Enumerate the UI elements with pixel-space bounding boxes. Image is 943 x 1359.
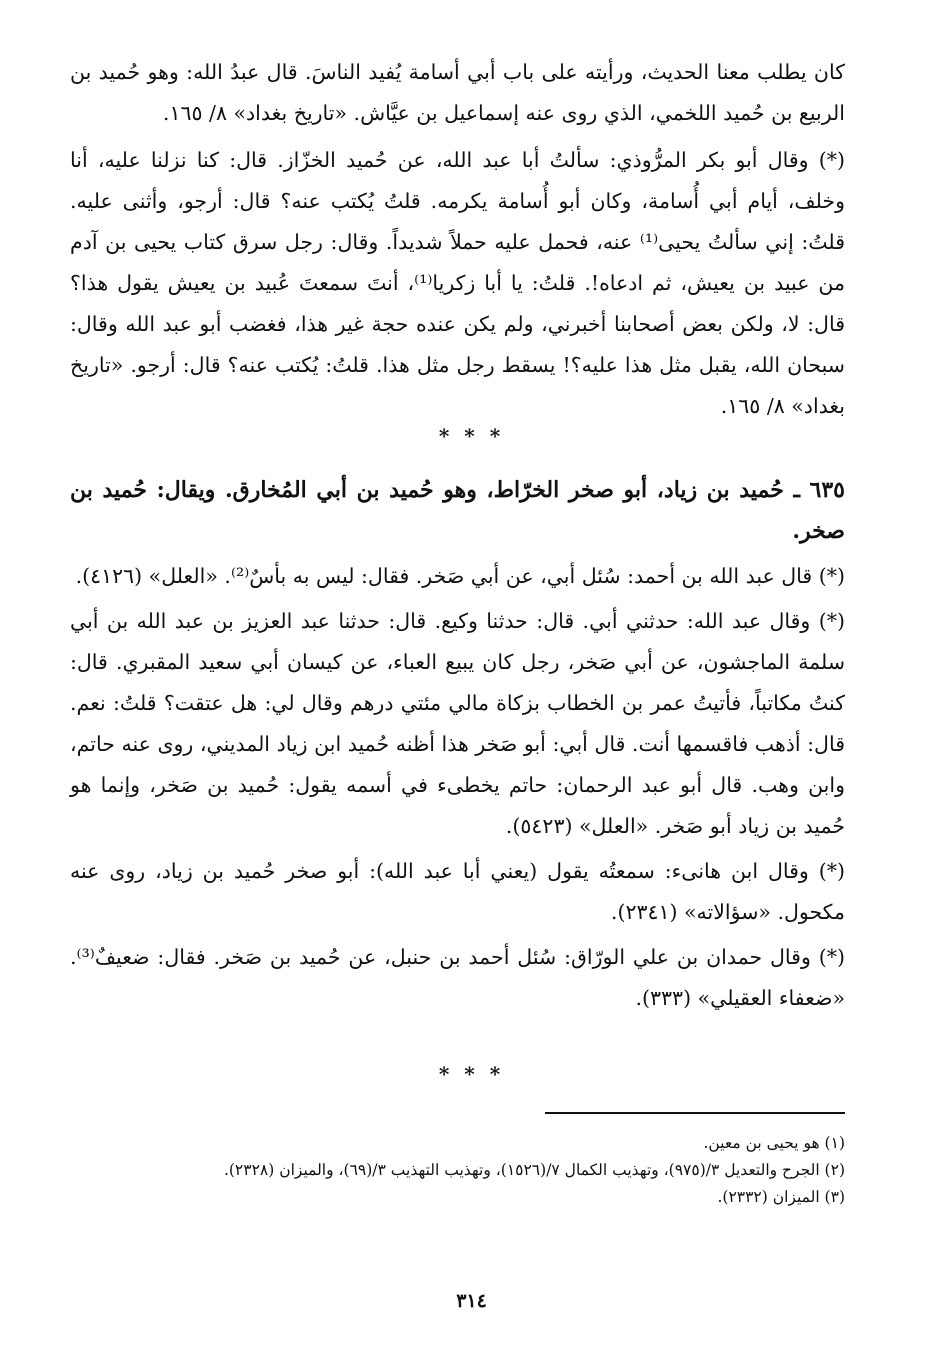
continued-entry <box>70 52 845 427</box>
paragraph: (*) وقال حمدان بن علي الورّاق: سُئل أحمد بن حنبل، عن حُميد بن صَخر. فقال: ضعيفٌ⁽³⁾. «ضعفاء العقيلي» (٣٣٣). <box>70 945 845 1010</box>
paragraph: (*) وقال عبد الله: حدثني أبي. قال: حدثنا وكيع. قال: حدثنا عبد العزيز بن عبد الله بن أبي سلمة الماجشون، عن أبي صَخر، رجل كان يبيع العباء، عن كيسان أبي سعيد المقبري. قال: كنتُ مكاتباً، فأتيتُ عمر بن الخطاب بزكاة مالي مئتي درهم وقال لي: هل عتقت؟ قلتُ: نعم. قال: أذهب فاقسمها أنت. قال أبي: أبو صَخر هذا أظنه حُميد ابن زياد المديني، روى عنه حاتم، وابن وهب. قال أبو عبد الرحمان: حاتم يخطىء في أسمه يقول: حُميد بن صَخر، وإنما هو حُميد بن زياد أبو صَخر. «العلل» (٥٤٢٣). <box>70 609 846 838</box>
entry-635 <box>70 470 845 1019</box>
section-separator: * * * <box>438 424 505 448</box>
footnote: (٢) الجرح والتعديل ٣/(٩٧٥)، وتهذيب الكمال ٧/(١٥٢٦)، وتهذيب التهذيب ٣/(٦٩)، والميزان (٢٣٢٨). <box>223 1161 845 1179</box>
footnote: (٣) الميزان (٢٣٣٢). <box>717 1188 845 1206</box>
page-number: ٣١٤ <box>456 1290 487 1312</box>
paragraph: (*) وقال ابن هانىء: سمعتُه يقول (يعني أبا عبد الله): أبو صخر حُميد بن زياد، روى عنه مكحول. «سؤالاته» (٢٣٤١). <box>70 859 845 924</box>
paragraph: (*) وقال أبو بكر المرُّوذي: سألتُ أبا عبد الله، عن حُميد الخزّاز. قال: كنا نزلنا عليه، أنا وخلف، أيام أبي أُسامة، وكان أبو أُسامة يكرمه. قلتُ يُكتب عنه؟ قال: أرجو، وأثنى عليه. قلتُ: إني سألتُ يحيى⁽¹⁾ عنه، فحمل عليه حملاً شديداً. وقال: رجل سرق كتاب يحيى بن آدم من عبيد بن يعيش، ثم ادعاه!. قلتُ: يا أبا زكريا⁽¹⁾، أنتَ سمعتَ عُبيد بن يعيش يقول هذا؟ قال: لا، ولكن بعض أصحابنا أخبرني، ولم يكن عنده حجة غير هذا، فغضب أبو عبد الله وقال: سبحان الله، يقبل مثل هذا عليه؟! يسقط رجل مثل هذا. قلتُ: يُكتب عنه؟ قال: أرجو. «تاريخ بغداد» ٨/ ١٦٥. <box>70 148 845 418</box>
footnotes <box>70 1130 845 1211</box>
footnote: (١) هو يحيى بن معين. <box>703 1134 845 1152</box>
entry-heading: ٦٣٥ ـ حُميد بن زياد، أبو صخر الخرّاط، وهو حُميد بن أبي المُخارق. ويقال: حُميد بن صخر. <box>70 477 845 544</box>
footnote-divider <box>545 1112 845 1114</box>
paragraph: كان يطلب معنا الحديث، ورأيته على باب أبي أسامة يُفيد الناسَ. قال عبدُ الله: وهو حُميد بن الربيع بن حُميد اللخمي، الذي روى عنه إسماعيل بن عيَّاش. «تاريخ بغداد» ٨/ ١٦٥. <box>70 60 845 125</box>
section-separator: * * * <box>438 1062 505 1086</box>
paragraph: (*) قال عبد الله بن أحمد: سُئل أبي، عن أبي صَخر. فقال: ليس به بأسٌ⁽²⁾. «العلل» (٤١٢٦). <box>75 564 845 588</box>
